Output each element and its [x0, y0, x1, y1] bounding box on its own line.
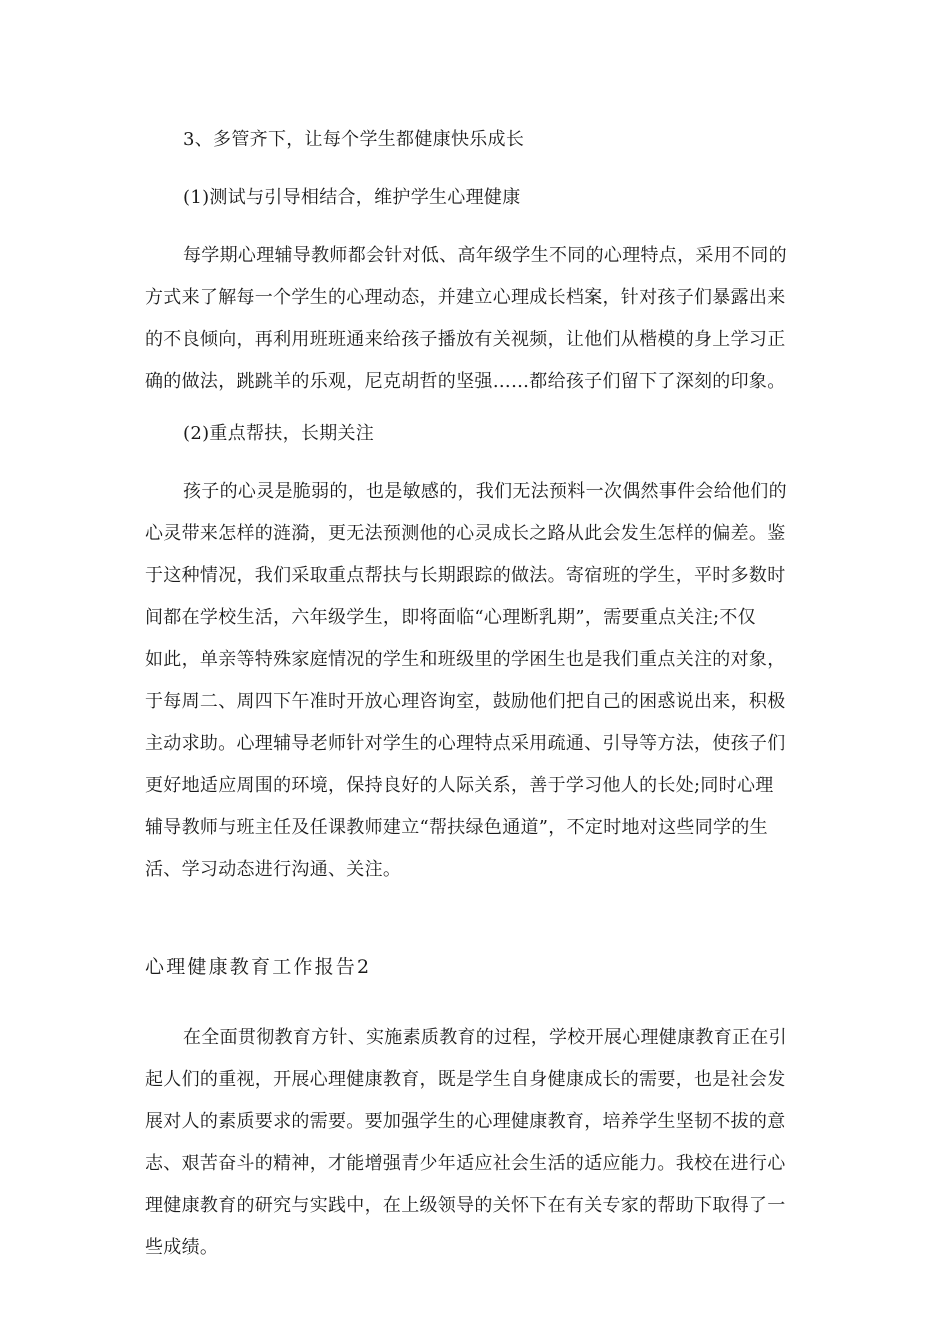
paragraph-line: 确的做法，跳跳羊的乐观，尼克胡哲的坚强……都给孩子们留下了深刻的印象。: [145, 371, 786, 392]
paragraph-line: 主动求助。心理辅导老师针对学生的心理特点采用疏通、引导等方法，使孩子们: [145, 733, 786, 754]
paragraph-line: 展对人的素质要求的需要。要加强学生的心理健康教育，培养学生坚韧不拔的意: [145, 1111, 786, 1132]
paragraph-line: 于这种情况，我们采取重点帮扶与长期跟踪的做法。寄宿班的学生，平时多数时: [145, 565, 786, 586]
paragraph-line: 心灵带来怎样的涟漪，更无法预测他的心灵成长之路从此会发生怎样的偏差。鉴: [145, 523, 786, 544]
paragraph-line: 间都在学校生活，六年级学生，即将面临“心理断乳期”，需要重点关注;不仅: [145, 607, 756, 628]
report-title: 心理健康教育工作报告2: [145, 956, 372, 978]
paragraph-line: 起人们的重视，开展心理健康教育，既是学生自身健康成长的需要，也是社会发: [145, 1069, 786, 1090]
paragraph-line: 的不良倾向，再利用班班通来给孩子播放有关视频，让他们从楷模的身上学习正: [145, 329, 786, 350]
paragraph-line: 于每周二、周四下午准时开放心理咨询室，鼓励他们把自己的困惑说出来，积极: [145, 691, 786, 712]
paragraph-line: 如此，单亲等特殊家庭情况的学生和班级里的学困生也是我们重点关注的对象，: [145, 649, 786, 670]
paragraph-line: 些成绩。: [145, 1237, 219, 1258]
paragraph-line: 辅导教师与班主任及任课教师建立“帮扶绿色通道”，不定时地对这些同学的生: [145, 817, 768, 838]
paragraph-line: 孩子的心灵是脆弱的，也是敏感的，我们无法预料一次偶然事件会给他们的: [183, 481, 787, 502]
subheading-2: (2)重点帮扶，长期关注: [183, 423, 375, 444]
paragraph-line: 活、学习动态进行沟通、关注。: [145, 859, 402, 880]
paragraph-line: 更好地适应周围的环境，保持良好的人际关系，善于学习他人的长处;同时心理: [145, 775, 774, 796]
paragraph-line: 每学期心理辅导教师都会针对低、高年级学生不同的心理特点，采用不同的: [183, 245, 787, 266]
subheading-1: (1)测试与引导相结合，维护学生心理健康: [183, 187, 521, 208]
paragraph-line: 志、艰苦奋斗的精神，才能增强青少年适应社会生活的适应能力。我校在进行心: [145, 1153, 786, 1174]
paragraph-line: 方式来了解每一个学生的心理动态，并建立心理成长档案，针对孩子们暴露出来: [145, 287, 786, 308]
section-heading: 3、多管齐下，让每个学生都健康快乐成长: [183, 129, 525, 150]
paragraph-line: 在全面贯彻教育方针、实施素质教育的过程，学校开展心理健康教育正在引: [183, 1027, 787, 1048]
paragraph-line: 理健康教育的研究与实践中，在上级领导的关怀下在有关专家的帮助下取得了一: [145, 1195, 786, 1216]
